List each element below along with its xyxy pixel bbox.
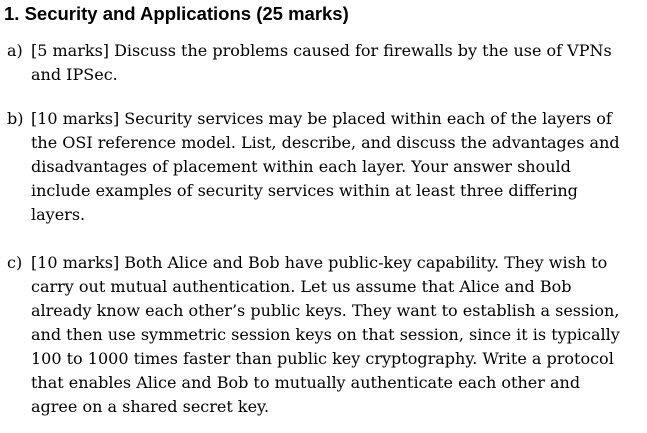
text-line: layers. [31,205,86,224]
question-text [31,107,641,227]
question-c [7,251,641,419]
text-line: the OSI reference model. List, describe, and discuss the advantages and [31,133,620,152]
text-line: [10 marks] Security services may be placed within each of the layers of [31,109,612,128]
question-label: b) [7,109,24,128]
question-label: c) [7,253,23,272]
text-line: already know each other’s public keys. They want to establish a session, [31,301,620,320]
text-line: disadvantages of placement within each layer. Your answer should [31,157,571,176]
section-heading: 1. Security and Applications (25 marks) [4,3,349,24]
question-text [31,251,641,419]
text-line: that enables Alice and Bob to mutually authenticate each other and [31,373,581,392]
text-line: and IPSec. [31,65,118,84]
text-line: agree on a shared secret key. [31,397,270,416]
text-line: [10 marks] Both Alice and Bob have public-key capability. They wish to [31,253,608,272]
question-label: a) [7,41,23,60]
text-line: [5 marks] Discuss the problems caused for firewalls by the use of VPNs [31,41,612,60]
text-line: 100 to 1000 times faster than public key cryptography. Write a protocol [31,349,614,368]
question-text [31,39,641,87]
text-line: carry out mutual authentication. Let us assume that Alice and Bob [31,277,572,296]
text-line: include examples of security services within at least three differing [31,181,578,200]
text-line: and then use symmetric session keys on that session, since it is typically [31,325,620,344]
question-a [7,39,641,87]
question-b [7,107,641,227]
